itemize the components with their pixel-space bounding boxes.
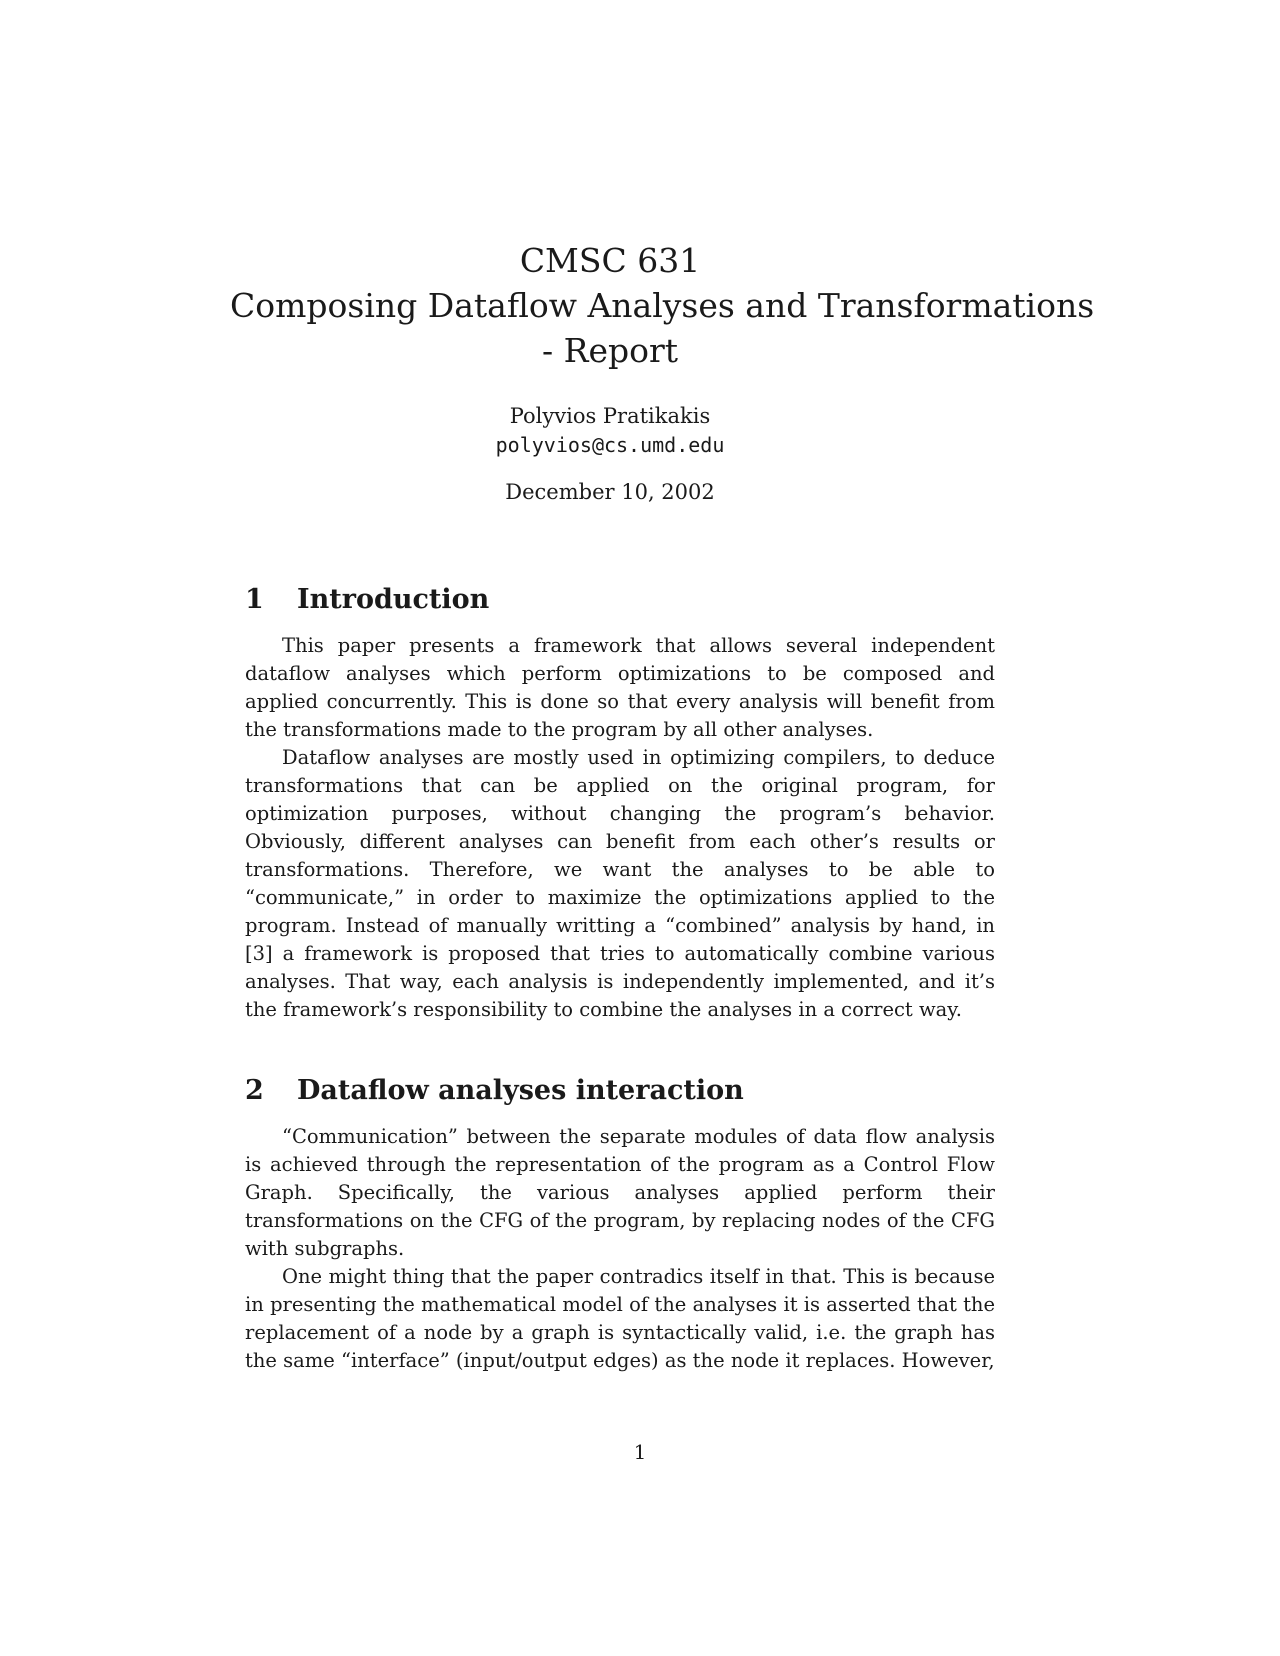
page-number: 1 [633,1440,647,1464]
course-title: CMSC 631 [519,241,701,280]
section-title: Introduction [297,584,490,615]
paper-date: December 10, 2002 [505,480,715,504]
section-heading [245,1073,995,1109]
author-name: Polyvios Pratikakis [509,404,711,428]
section-introduction [245,582,995,1024]
paragraph: Dataflow analyses are mostly used in optimizing compilers, to deduce transformations that can be applied on the original program, for optimization purposes, without changing the program’s behavior. Obviously, different analyses can benefit from each other’s results or transformations. Therefore, we want the analyses to be able to “communicate,” in order to maximize the optimizations applied to the program. Instead of manually writting a “combined” analysis by hand, in [3] a framework is proposed that tries to automatically combine various analyses. That way, each analysis is independently implemented, and it’s the framework’s responsibility to combine the analyses in a correct way. [245,746,995,1021]
paragraph: One might thing that the paper contradics itself in that. This is because in presenting the mathematical model of the analyses it is asserted that the replacement of a node by a graph is syntactically valid, i.e. the graph has the same “interface” (input/output edges) as the node it replaces. However, [245,1265,995,1372]
section-heading [245,582,995,618]
section-dataflow-interaction [245,1073,995,1375]
section-number: 2 [245,1075,264,1106]
paragraph: This paper presents a framework that allows several independent dataflow analyses which perform optimizations to be composed and applied concurrently. This is done so that every analysis will benefit from the transformations made to the program by all other analyses. [245,634,995,741]
paper-subtitle: - Report [541,331,679,370]
paragraph: “Communication” between the separate modules of data flow analysis is achieved through the representation of the program as a Control Flow Graph. Specifically, the various analyses applied perform their transformations on the CFG of the program, by replacing nodes of the CFG with subgraphs. [245,1125,995,1260]
section-title: Dataflow analyses interaction [297,1075,744,1106]
section-number: 1 [245,584,264,615]
paper-title: Composing Dataflow Analyses and Transformations [230,286,1095,325]
author-email: polyvios@cs.umd.edu [495,433,725,457]
title-block [230,238,1095,507]
